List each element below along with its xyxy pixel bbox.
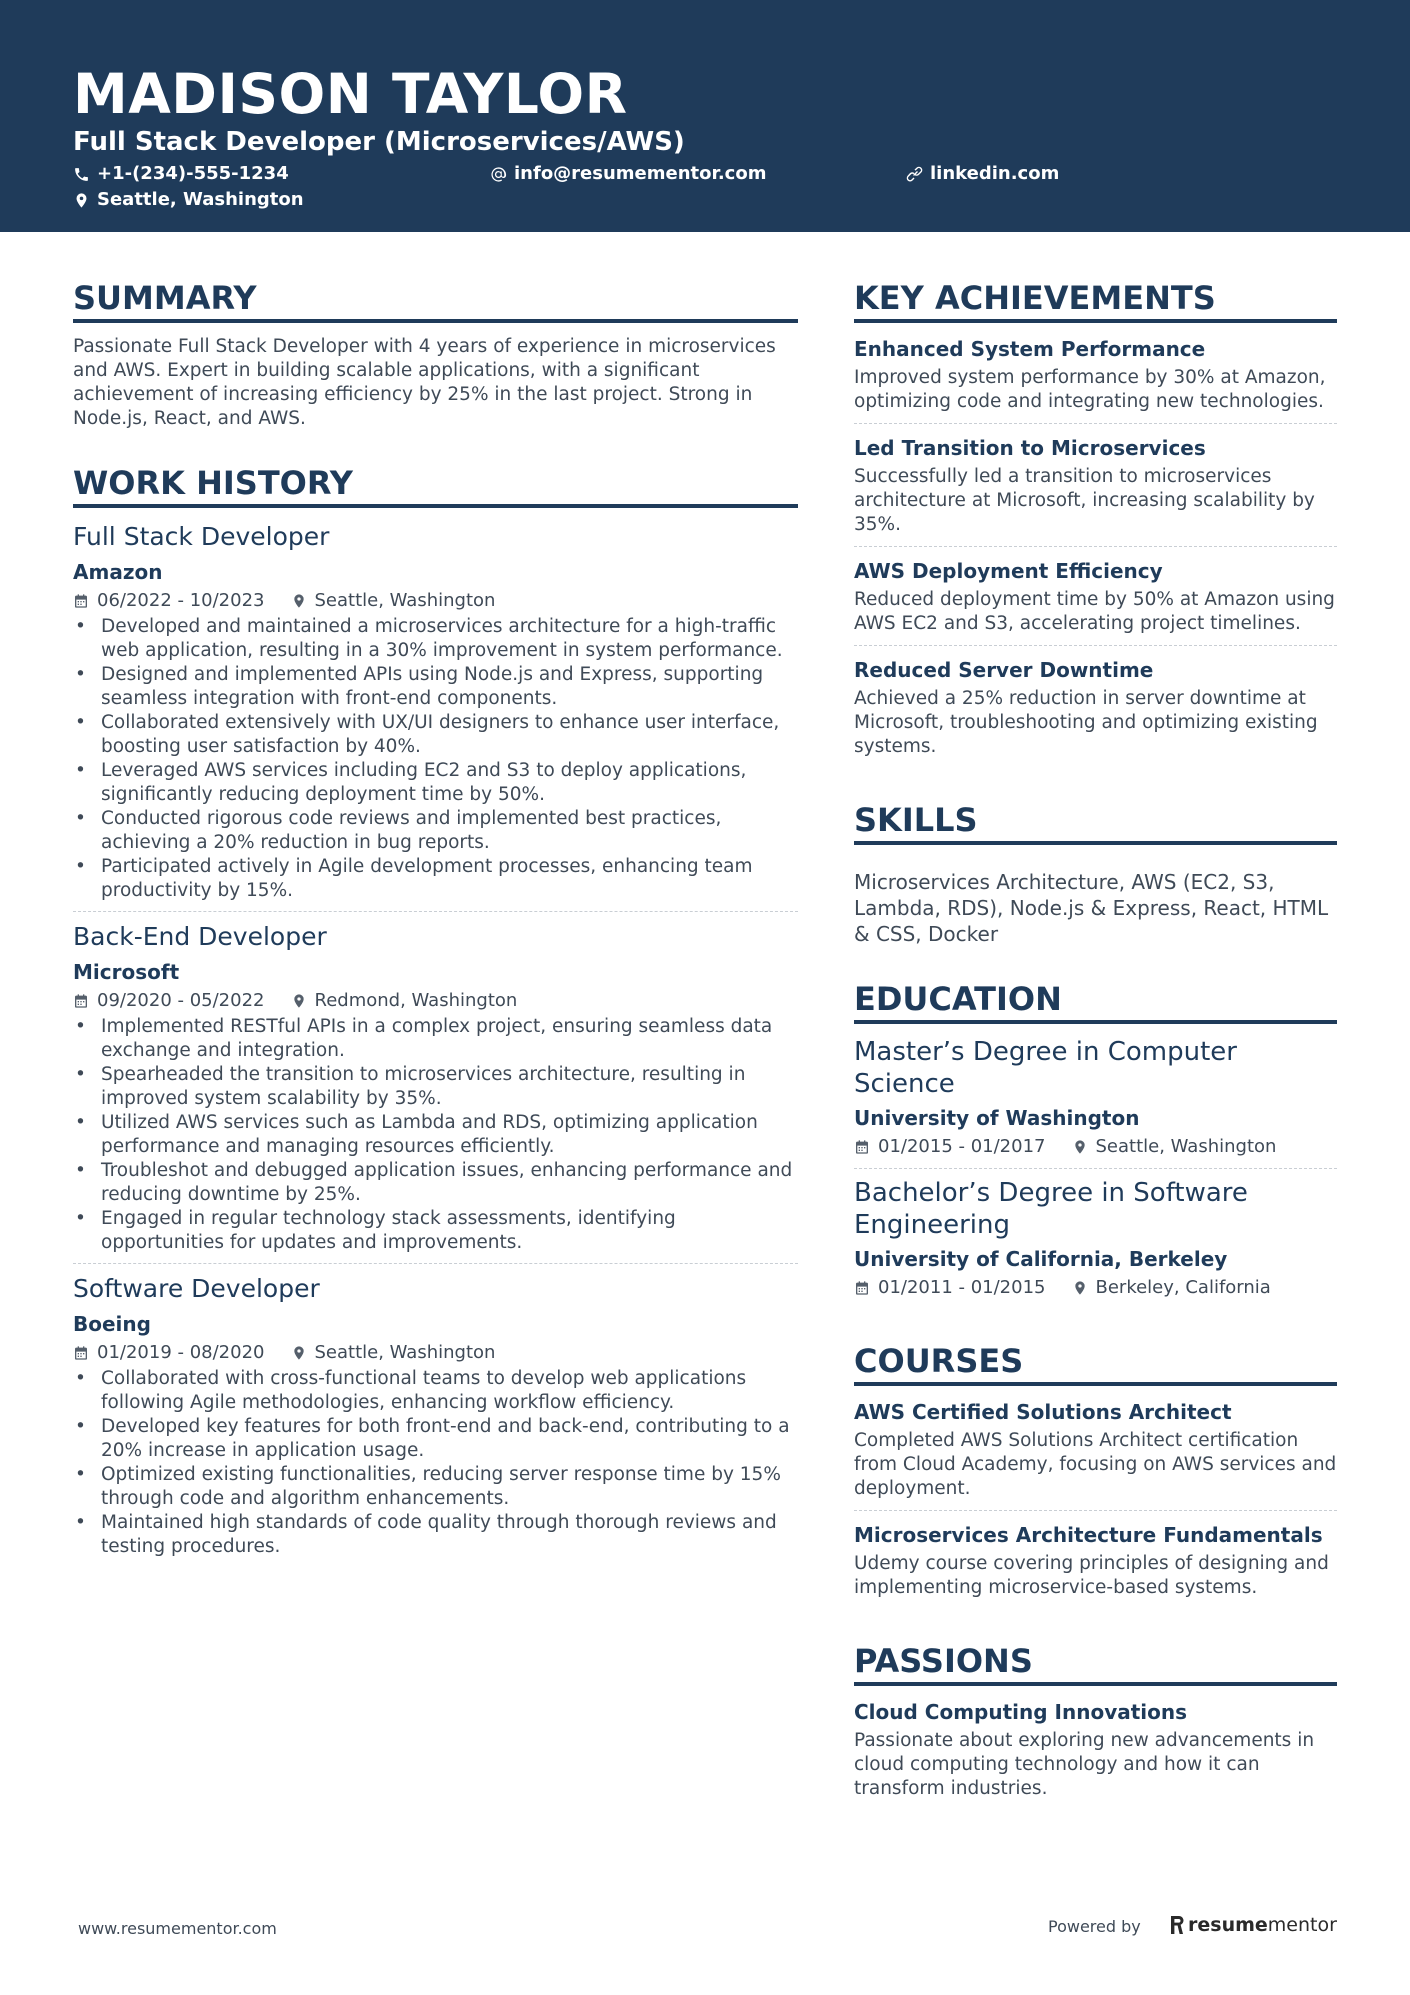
achievement-desc: Successfully led a transition to microservices architecture at Microsoft, increasing scalability by 35%. [854, 466, 1315, 535]
achievement-title: Reduced Server Downtime [854, 658, 1154, 682]
job-entry [73, 920, 798, 1264]
bullet-item: • Implemented RESTful APIs in a complex project, ensuring seamless data exchange and integration. [73, 1015, 798, 1063]
location-text: Seattle, Washington [97, 189, 304, 210]
education-location-text: Berkeley, California [1095, 1277, 1271, 1298]
school-name: University of Washington [854, 1106, 1140, 1130]
achievement-title: Led Transition to Microservices [854, 436, 1206, 460]
job-location-text: Seattle, Washington [314, 1342, 496, 1363]
courses-section [854, 1341, 1337, 1609]
education-dates [854, 1275, 1046, 1301]
achievement-item [854, 335, 1337, 424]
candidate-name: MADISON TAYLOR [73, 62, 628, 126]
contact-phone [73, 162, 289, 186]
location-pin-icon [1072, 1280, 1088, 1296]
job-entry [73, 520, 798, 912]
logo-text-mentor: mentor [1267, 1914, 1337, 1936]
course-desc: Udemy course covering principles of designing and implementing microservice-based systems. [854, 1553, 1329, 1598]
resumementor-logo[interactable] [1170, 1914, 1337, 1936]
job-company: Amazon [73, 560, 163, 584]
at-icon [490, 166, 507, 183]
bullet-item: • Collaborated extensively with UX/UI designers to enhance user interface, boosting user satisfaction by 40%. [73, 711, 798, 759]
job-title: Full Stack Developer [73, 522, 330, 551]
education-meta [854, 1275, 1337, 1301]
course-title: AWS Certified Solutions Architect [854, 1400, 1232, 1424]
bullet-item: • Developed key features for both front-end and back-end, contributing to a 20% increase in application usage. [73, 1415, 798, 1463]
job-location-text: Redmond, Washington [314, 990, 518, 1011]
education-item [854, 1036, 1337, 1169]
job-location [291, 1340, 496, 1366]
calendar-icon [73, 1345, 89, 1361]
skills-text: Microservices Architecture, AWS (EC2, S3, Lambda, RDS), Node.js & Express, React, HTML & CSS, Docker [854, 870, 1329, 946]
bullet-item: • Conducted rigorous code reviews and implemented best practices, achieving a 20% reduction in bug reports. [73, 807, 798, 855]
course-desc: Completed AWS Solutions Architect certification from Cloud Academy, focusing on AWS services and deployment. [854, 1430, 1337, 1499]
passions-section [854, 1641, 1337, 1810]
job-entry [73, 1272, 798, 1567]
skills-section [854, 800, 1337, 947]
job-title: Software Developer [73, 1274, 320, 1303]
resumementor-logo-icon [1170, 1915, 1184, 1935]
education-section [854, 979, 1337, 1309]
contact-linkedin[interactable] [906, 162, 1059, 186]
link-icon [906, 166, 923, 183]
course-item [854, 1398, 1337, 1511]
logo-text-resume: resume [1188, 1914, 1268, 1936]
achievements-section [854, 278, 1337, 768]
achievement-item [854, 434, 1337, 547]
calendar-icon [854, 1139, 870, 1155]
achievement-item [854, 656, 1337, 768]
education-dates [854, 1134, 1046, 1160]
job-bullets [73, 1367, 798, 1559]
job-bullets [73, 615, 798, 903]
education-meta [854, 1134, 1337, 1160]
bullet-item: • Optimized existing functionalities, reducing server response time by 15% through code and algorithm enhancements. [73, 1463, 798, 1511]
education-heading: EDUCATION [854, 979, 1337, 1024]
summary-section [73, 278, 798, 431]
achievement-title: Enhanced System Performance [854, 337, 1206, 361]
achievement-desc: Achieved a 25% reduction in server downtime at Microsoft, troubleshooting and optimizing existing systems. [854, 688, 1318, 757]
passions-heading: PASSIONS [854, 1641, 1337, 1686]
calendar-icon [73, 993, 89, 1009]
footer-powered-by: Powered by [1048, 1917, 1141, 1936]
job-meta [73, 1340, 798, 1366]
education-location-text: Seattle, Washington [1095, 1136, 1277, 1157]
passion-title: Cloud Computing Innovations [854, 1700, 1188, 1724]
bullet-item: • Leveraged AWS services including EC2 and S3 to deploy applications, significantly reducing deployment time by 50%. [73, 759, 798, 807]
job-title: Back-End Developer [73, 922, 327, 951]
job-meta [73, 988, 798, 1014]
bullet-item: • Designed and implemented APIs using Node.js and Express, supporting seamless integration with front-end components. [73, 663, 798, 711]
bullet-item: • Developed and maintained a microservices architecture for a high-traffic web application, resulting in a 30% improvement in system performance. [73, 615, 798, 663]
job-dates-text: 01/2019 - 08/2020 [97, 1342, 265, 1363]
right-column [854, 278, 1337, 1842]
degree-title: Bachelor’s Degree in Software Engineering [854, 1178, 1248, 1240]
footer-website-link[interactable]: www.resumementor.com [78, 1919, 277, 1938]
passion-desc: Passionate about exploring new advancements in cloud computing technology and how it can transform industries. [854, 1730, 1315, 1799]
achievement-item [854, 557, 1337, 646]
achievement-title: AWS Deployment Efficiency [854, 559, 1163, 583]
course-title: Microservices Architecture Fundamentals [854, 1523, 1323, 1547]
education-dates-text: 01/2015 - 01/2017 [878, 1136, 1046, 1157]
education-location [1072, 1134, 1277, 1160]
bullet-item: • Spearheaded the transition to microservices architecture, resulting in improved system scalability by 35%. [73, 1063, 798, 1111]
email-text: info@resumementor.com [514, 163, 767, 184]
bullet-item: • Troubleshot and debugged application issues, enhancing performance and reducing downtime by 25%. [73, 1159, 798, 1207]
education-item [854, 1177, 1337, 1309]
achievement-desc: Reduced deployment time by 50% at Amazon using AWS EC2 and S3, accelerating project timelines. [854, 589, 1335, 634]
job-meta [73, 588, 798, 614]
phone-text: +1-(234)-555-1234 [97, 163, 289, 184]
job-location [291, 588, 496, 614]
contact-location [73, 188, 304, 212]
bullet-item: • Participated actively in Agile development processes, enhancing team productivity by 15%. [73, 855, 798, 903]
job-company: Boeing [73, 1312, 151, 1336]
skills-heading: SKILLS [854, 800, 1337, 845]
location-pin-icon [291, 593, 307, 609]
bullet-item: • Maintained high standards of code quality through thorough reviews and testing procedures. [73, 1511, 798, 1559]
work-history-heading: WORK HISTORY [73, 463, 798, 508]
summary-heading: SUMMARY [73, 278, 798, 323]
job-company: Microsoft [73, 960, 180, 984]
passion-item [854, 1698, 1337, 1810]
achievement-desc: Improved system performance by 30% at Amazon, optimizing code and integrating new technologies. [854, 367, 1326, 412]
job-dates [73, 1340, 265, 1366]
job-dates-text: 06/2022 - 10/2023 [97, 590, 265, 611]
school-name: University of California, Berkeley [854, 1247, 1228, 1271]
education-dates-text: 01/2011 - 01/2015 [878, 1277, 1046, 1298]
phone-icon [73, 166, 90, 183]
left-column [73, 278, 798, 1599]
resume-header [0, 0, 1410, 232]
summary-text: Passionate Full Stack Developer with 4 years of experience in microservices and AWS. Expert in building scalable applications, with a significant achievement of increasing efficiency by 25% in the last project. Strong in Node.js, React, and AWS. [73, 336, 776, 429]
linkedin-text: linkedin.com [930, 163, 1060, 184]
job-bullets [73, 1015, 798, 1255]
location-pin-icon [291, 1345, 307, 1361]
course-item [854, 1521, 1337, 1609]
education-location [1072, 1275, 1271, 1301]
contact-email[interactable] [490, 162, 766, 186]
bullet-item: • Collaborated with cross-functional teams to develop web applications following Agile methodologies, enhancing workflow efficiency. [73, 1367, 798, 1415]
bullet-item: • Engaged in regular technology stack assessments, identifying opportunities for updates and improvements. [73, 1207, 798, 1255]
calendar-icon [73, 593, 89, 609]
job-dates-text: 09/2020 - 05/2022 [97, 990, 265, 1011]
courses-heading: COURSES [854, 1341, 1337, 1386]
job-dates [73, 588, 265, 614]
location-pin-icon [1072, 1139, 1088, 1155]
location-pin-icon [291, 993, 307, 1009]
job-dates [73, 988, 265, 1014]
bullet-item: • Utilized AWS services such as Lambda and RDS, optimizing application performance and managing resources efficiently. [73, 1111, 798, 1159]
work-history-section [73, 463, 798, 1567]
calendar-icon [854, 1280, 870, 1296]
degree-title: Master’s Degree in Computer Science [854, 1037, 1237, 1099]
achievements-heading: KEY ACHIEVEMENTS [854, 278, 1337, 323]
candidate-role: Full Stack Developer (Microservices/AWS) [73, 127, 685, 157]
job-location [291, 988, 518, 1014]
job-location-text: Seattle, Washington [314, 590, 496, 611]
location-pin-icon [73, 192, 90, 209]
